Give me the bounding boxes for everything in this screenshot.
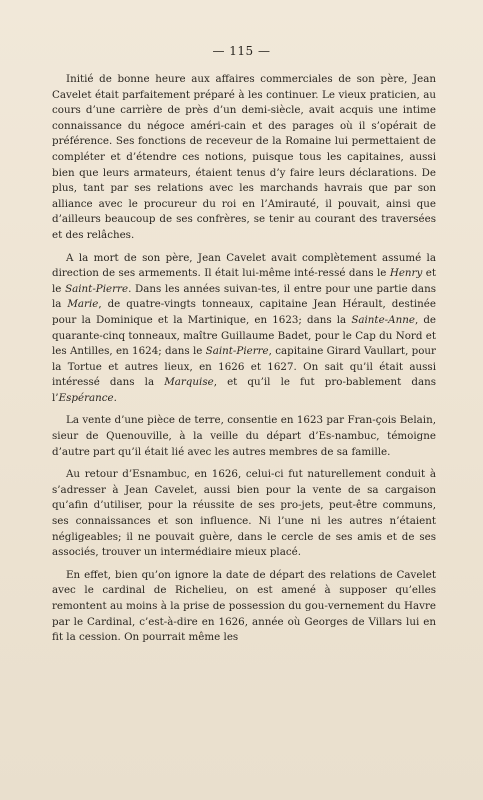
- text-run: A la mort de son père, Jean Cavelet avait complètement assumé la direction de ses armements. Il était lui-même inté-ressé dans le: [52, 251, 436, 280]
- text-run: Au retour d’Esnambuc, en 1626, celui-ci fut naturellement conduit à s’adresser à Jean Cavelet, aussi bien pour la vente de sa cargaison qu’afin d’utiliser, pour la réussite de ses pro-jets, peut-être communs, ses connaissances et son influence. Ni l’une ni les autres n’étaient négligeables; il ne pouvait guère, dans le cercle de ses amis et de ses associés, trouver un intermédiaire mieux placé.: [52, 468, 436, 559]
- paragraph: [52, 251, 436, 407]
- text-run: Initié de bonne heure aux affaires commerciales de son père, Jean Cavelet était parfaitement préparé à les continuer. Le vieux praticien, au cours d’une carrière de près d’un demi-siècle, avait acquis une intime connaissance du négoce améri-cain et des parages où il s’opérait de préférence. Ses fonctions de receveur de la Romaine lui permettaient de compléter et d’étendre ces notions, puisque tous les capitaines, aussi bien que leurs armateurs, étaient tenus d’y faire leurs déclarations. De plus, tant par ses relations avec les marchands havrais que par son alliance avec le procureur du roi en l’Amirauté, il pouvait, ainsi que d’ailleurs beaucoup de ses confrères, se tenir au courant des traversées et des relâches.: [52, 73, 436, 241]
- italic-run: Espérance: [58, 391, 114, 404]
- text-run: .: [113, 391, 117, 404]
- text-run: La vente d’une pièce de terre, consentie en 1623 par Fran-çois Belain, sieur de Quenouville, à la veille du départ d’Es-nambuc, témoigne d’autre part qu’il était lié avec les autres membres de sa famille.: [52, 414, 436, 458]
- italic-run: Saint-Pierre: [205, 345, 269, 358]
- italic-run: Marie: [67, 298, 99, 311]
- italic-run: Sainte-Anne: [351, 313, 415, 326]
- text-run: En effet, bien qu’on ignore la date de départ des relations de Cavelet avec le cardinal de Richelieu, on est amené à supposer qu’elles remontent au moins à la prise de possession du gou-vernement du Havre par le Cardinal, c’est-à-dire en 1626, année où Georges de Villars lui en fit la cession. On pourrait même les: [52, 568, 436, 644]
- text-run: , et qu’il le fut pro-bablement dans l’: [52, 376, 436, 404]
- italic-run: Marquise: [164, 376, 214, 389]
- body-text: [52, 72, 436, 653]
- paragraph: [52, 467, 436, 561]
- paragraph: [52, 413, 436, 460]
- text-run: . Dans les années suivan-tes, il entre pour une partie dans la: [52, 282, 436, 311]
- italic-run: Saint-Pierre: [65, 282, 129, 295]
- text-run: et le: [52, 267, 436, 295]
- italic-run: Henry: [389, 267, 423, 280]
- text-run: , de quarante-cinq tonneaux, maître Guillaume Badet, pour le Cap du Nord et les Antilles, en 1624; dans le: [52, 313, 437, 358]
- paragraph: [52, 72, 436, 244]
- paragraph: [52, 568, 436, 646]
- page-number: — 115 —: [212, 44, 271, 58]
- text-run: , de quatre-vingts tonneaux, capitaine Jean Hérault, destinée pour la Dominique et la Martinique, en 1623; dans la: [52, 298, 436, 326]
- text-run: , capitaine Girard Vaullart, pour la Tortue et autres lieux, en 1626 et 1627. On sait qu’il était aussi intéressé dans la: [52, 345, 436, 389]
